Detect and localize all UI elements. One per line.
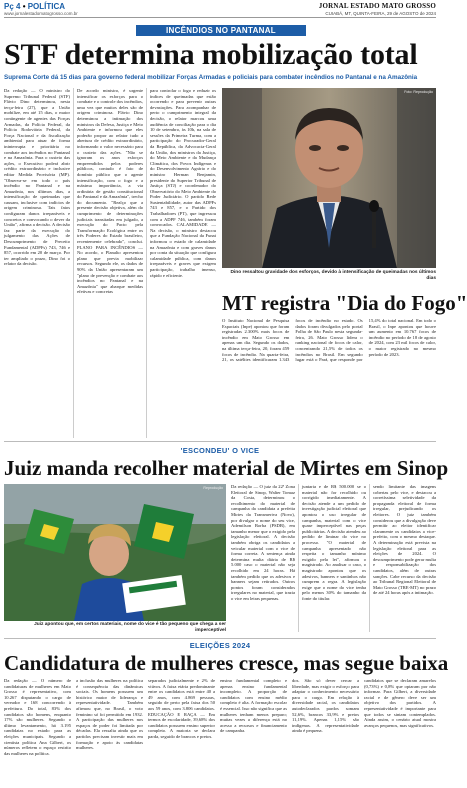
site-url[interactable]: www.jornalestadomatogrosso.com.br bbox=[4, 11, 78, 16]
story3-column-2: juntaria e de R$ 500.000 se o material não for recolhido ou corrigido imediatamente. A decisão atende a um pedido de investigação judicial eleitoral que apontou o uso irregular de campanha, material com o vice quase imperceptível nas peças publicitárias. A decisão atendeu ao pedido de liminar do vice no processo. "O material de campanha apresentado não respeita o tamanho mínimo exigido pela lei", afirmou o magistrado. Ao analisar o caso, o magistrado apontou que os adesivos, banners e santinhos não cumprem a regra. A legislação exige que o nome do vice tenha pelo menos 30% do tamanho da fonte do titular. bbox=[302, 484, 366, 601]
story4-column-3: separados judicialmente e 2% de viúvos. A faixa etária predominante entre os candidatos está entre 40 a 49 anos, com 4.869 pessoas, seguido de perto pela faixa dos 50 aos 59 anos, com 3.806 candidatos. EDUCAÇÃO E RAÇA — Em termos de escolaridade, 39,68% dos candidatos possuem ensino superior completo. A maioria se declara parda, seguido de brancos e pretos. bbox=[148, 678, 215, 739]
story4-column-1: Da redação — O número de candidaturas de mulheres em Mato Grosso é representativo, com 10.267 disputando o cargo de vereador e 168 concorrendo à prefeitura. Do total, 83% dos candidatos são homens, enquanto 17% são mulheres. Segundo o último levantamento, há 3.195 candidatas no estado para as eleições municipais. Segundo a cientista política Ana Gilbert, os números refletem o espaço restrito das mulheres na política. bbox=[4, 678, 71, 756]
kicker-incendios: INCÊNDIOS NO PANTANAL bbox=[136, 25, 306, 36]
photo-caption-dino: Dino ressaltou gravidade dos esforços, devido à intensificação de queimadas nos últimos dias bbox=[230, 270, 436, 281]
headline-candidatura-mulheres: Candidatura de mulheres cresce, mas segue baixa bbox=[4, 651, 449, 675]
page-header bbox=[4, 2, 436, 18]
subhead-stf: Suprema Corte dá 15 dias para governo federal mobilizar Forças Armadas e policiais para combater incêndios no Pantanal e na Amazônia bbox=[4, 74, 418, 81]
headline-dia-do-fogo: MT registra "Dia do Fogo" bbox=[222, 291, 467, 315]
campaign-photo-illustration bbox=[4, 484, 226, 621]
page-section-label: Pç 4 • POLÍTICA bbox=[4, 2, 66, 11]
section-divider bbox=[4, 638, 436, 639]
story4-column-6: candidatos que se declaram amarelos (0,73%) e 0,8% que optaram por não informar. Para Gilbert, a diversidade racial e de gênero deve ser um objetivo dos partidos. A representatividade é importante para que todos se sintam contemplados. Ainda assim, o cenário atual mostra avanços pequenos, mas significativos. bbox=[364, 678, 436, 728]
story1-column-2: De acordo ministro, é urgente intensificar os esforços para o combate e o controle dos incêndios, uma vez que muitos deles são de origem criminosa. Flávio Dino determinou a intimação dos ministros da Defesa, Justiça e Meio Ambiente e informou que eles poderão propor ao relator tudo a abertura de crédito extraordinário, informando o valor necessário para o custeio das ações. "Não se ignoram os anos esforços empreendidos pelos poderes públicos, contudo é fato de domínio público que o agente intensificação, com o fogo e a máxima importância, a via ordinária de gestão constitucional do Pantanal e da Amazônia", trecho do documento. "Realço que a presente decisão objetiva, além do cumprimento de determinações judiciais transitadas em julgado, a execução do Pacto pela Transformação Ecológica entre os três Poderes do Estado brasileiro, recentemente celebrado", conclui. PLANO PARA INCÊNDIOS — No acordo, o Planalto apresentou plano que previa mobilizar recursos. Segundo ele, os dados de 90% da União apresentaram um "plano de prevenção e combate aos incêndios no Pantanal e na Amazônia" que abarque medidas efetivas e concretas bbox=[77, 88, 143, 295]
story4-column-5: dos. São só dever cercar a liberdade, mas exigir o esforço para adaptar o conhecimento necessário para o cargo. Em relação à diversidade racial, os candidatos autodeclarados pardos somam 52,6%, brancos 33,9% e pretos 11,19%. Apenas 1,15% são indígenas. A representatividade ainda é pequena. bbox=[292, 678, 359, 734]
story4-column-2: a inclusão das mulheres na política é consequência das dinâmicas sociais. Os homens possuem um histórico maior de liderança e representatividade. Também afirmou que, no Brasil, o voto feminino só foi permitido em 1932. A participação das mulheres nos espaços de poder foi limitada por décadas. Ela ressalta ainda que os partidos precisam investir mais em formação e apoio às candidatas mulheres. bbox=[76, 678, 143, 751]
kicker-escondeu-vice: 'ESCONDEU' O VICE bbox=[180, 446, 260, 455]
story1-column-3: para controlar o fogo e reduzir os índices de queimadas que estão ocorrendo e para prevenir outras devastações. Para acompanhar de perto o cumprimento integral da decisão, o relator marcou uma audiência de conciliação para o dia 10 de setembro, às 10h, na sala de sessões da Primeira Turma, com a participação do Procurador-Geral da República, da Advocacia-Geral da União, dos ministros da Justiça, do Meio Ambiente e da Mudança Climática, dos Povos Indígenas e do Desenvolvimento Agrário e do ministro Herman Benjamin, presidente do Superior Tribunal de Justiça (STJ) e coordenador do Observatório do Meio Ambiente do Poder Judiciário. O partido Rede Sustentabilidade, autor das ADPFs 743 e 857, e o Partido dos Trabalhadores (PT), que ingressou com a ADPF 746, também foram convocados. CALAMIDADE — Na decisão, o ministro destacou que a Fundação Nacional da Funai informou o estado de calamidade na Amazônia e com graves danos por conta da situação que configura calamidade pública, com danos irreparáveis e graves que exigem participação, trabalho imenso, rápido e eficiente. bbox=[150, 88, 216, 278]
column-divider bbox=[369, 484, 370, 632]
photo-credit: Foto: Reprodução bbox=[404, 90, 433, 94]
kicker-eleicoes-2024: ELEIÇÕES 2024 bbox=[189, 641, 251, 650]
photo-credit: Reprodução bbox=[203, 486, 223, 490]
story2-body: O Instituto Nacional de Pesquisa Espaciais (Inpe) apontou que foram registradas 2.300% mais focos de incêndio em Mato Grosso em apenas um dia. Segundo os dados, na última terça-feira, 20, foram 459 focos de incêndio. Na quarta-feira, 21, os satélites identificaram 1.343 focos de incêndio no estado. Os dados foram divulgados pelo portal Folha de São Paulo nesta segunda-feira, 26. Mato Grosso lidera o ranking nacional de focos de calor, concentrando 21,5% de todos os incêndios no Brasil. Em segundo lugar está o Pará, que responde por 15,4% do total nacional. Em todo o Brasil, o Inpe apontou que houve um aumento em 10.767 focos de incêndio no período de 18 de agosto de 2024, com 23 mil focos de calor, o maior registrado no mesmo período de 2023. bbox=[222, 318, 436, 363]
section-divider bbox=[4, 441, 436, 442]
story4-column-4: ensino fundamental completo e apenas ensino fundamental incompleto. A proporção de candidatos com ensino médio completo é alta. A formação escolar é essencial. Isso não significa que as mulheres tenham menos preparo; muitas vezes a diferença está no acesso a recursos e financiamento de campanha. bbox=[220, 678, 287, 734]
column-divider bbox=[298, 484, 299, 632]
story1-column-1: Da redação — O ministro do Supremo Tribunal Federal (STF) Flávio Dino determinou, nesta terça-feira (27), que a União mobilize, em até 15 dias, o maior contingente de agentes das Forças Armadas, da Polícia Federal, da Polícia Rodoviária Federal, da Força Nacional e da fiscalização ambiental para atuar de forma ininterrupta e prioritária no combate aos incêndios no Pantanal e na Amazônia. Para o custeio das ações, o Executivo poderá abrir crédito extraordinário e inclusive editar Medida Provisória (MP). "Observa-se em todo o país incêndio no Pantanal e na Amazônia, nos últimos dias, a intensificação de queimadas que causam, inclusive com indícios de origem criminosa. Tais fatos configuram danos irreparáveis e concretos e convocando o dever da União", afirma a decisão. A decisão faz parte da execução do julgamento das Ações de Descumprimento de Preceito Fundamental (ADPFs) 743, 746 e 857, ocorrido em 20 de março. Por ter ampliado o prazo, Dino foi o relator da decisão. bbox=[4, 88, 70, 267]
dino-photo-illustration bbox=[222, 88, 436, 268]
edition-date: CUIABÁ, MT, QUINTA-FEIRA, 29 de AGOSTO de 2024 bbox=[325, 11, 436, 16]
newspaper-brand: JORNAL ESTADO MATO GROSSO bbox=[318, 2, 436, 10]
headline-stf: STF determina mobilização total bbox=[4, 38, 418, 71]
story3-column-1: Da redação — O juiz da 22ª Zona Eleitoral de Sinop, Walter Tomaz da Costa, determinou o recolhimento do material de campanha da candidata a prefeita Mirtes da Transmeriva (Novo), por divulgar o nome do seu vice, Ademilson Borba (PSDB), em tamanho menor que o exigido pela legislação eleitoral. A decisão também obriga os candidatos a veicular material com o vice de forma correta. A sentença ainda determina multa diária de R$ 5.000 caso o material não seja recolhido em 24 horas. Há também pedido que os adesivos e banners sejam retirados. Outros pontos foram considerados irregulares no material, que trazia o vice em letras pequenas. bbox=[231, 484, 295, 601]
column-divider bbox=[73, 88, 74, 438]
column-divider bbox=[146, 88, 147, 438]
photo-mirtes-campaign bbox=[4, 484, 226, 621]
headline-juiz-mirtes: Juiz manda recolher material de Mirtes em Sinop bbox=[4, 456, 449, 480]
story3-column-3: sendo limitante das imagens cobertas pelo vice, e destacou a corretíssima seletividade da propaganda eleitoral de forma irregular, prejudicando os eleitores. O juiz também considerou que a divulgação deve permitir ao eleitor identificar claramente os candidatos a vice-prefeito, com o mesmo destaque. A determinação está prevista na legislação eleitoral para as eleições de 2024. O descumprimento pode gerar multa e responsabilização dos candidatos, além de outras sanções. Cabe recurso da decisão ao Tribunal Regional Eleitoral de Mato Grosso (TRE-MT) no prazo de até 24 horas após a intimação. bbox=[373, 484, 436, 596]
photo-caption-mirtes: Juiz apontou que, em certos materiais, nome do vice é tão pequeno que chega a ser imperceptível bbox=[34, 622, 226, 633]
photo-flavio-dino bbox=[222, 88, 436, 268]
